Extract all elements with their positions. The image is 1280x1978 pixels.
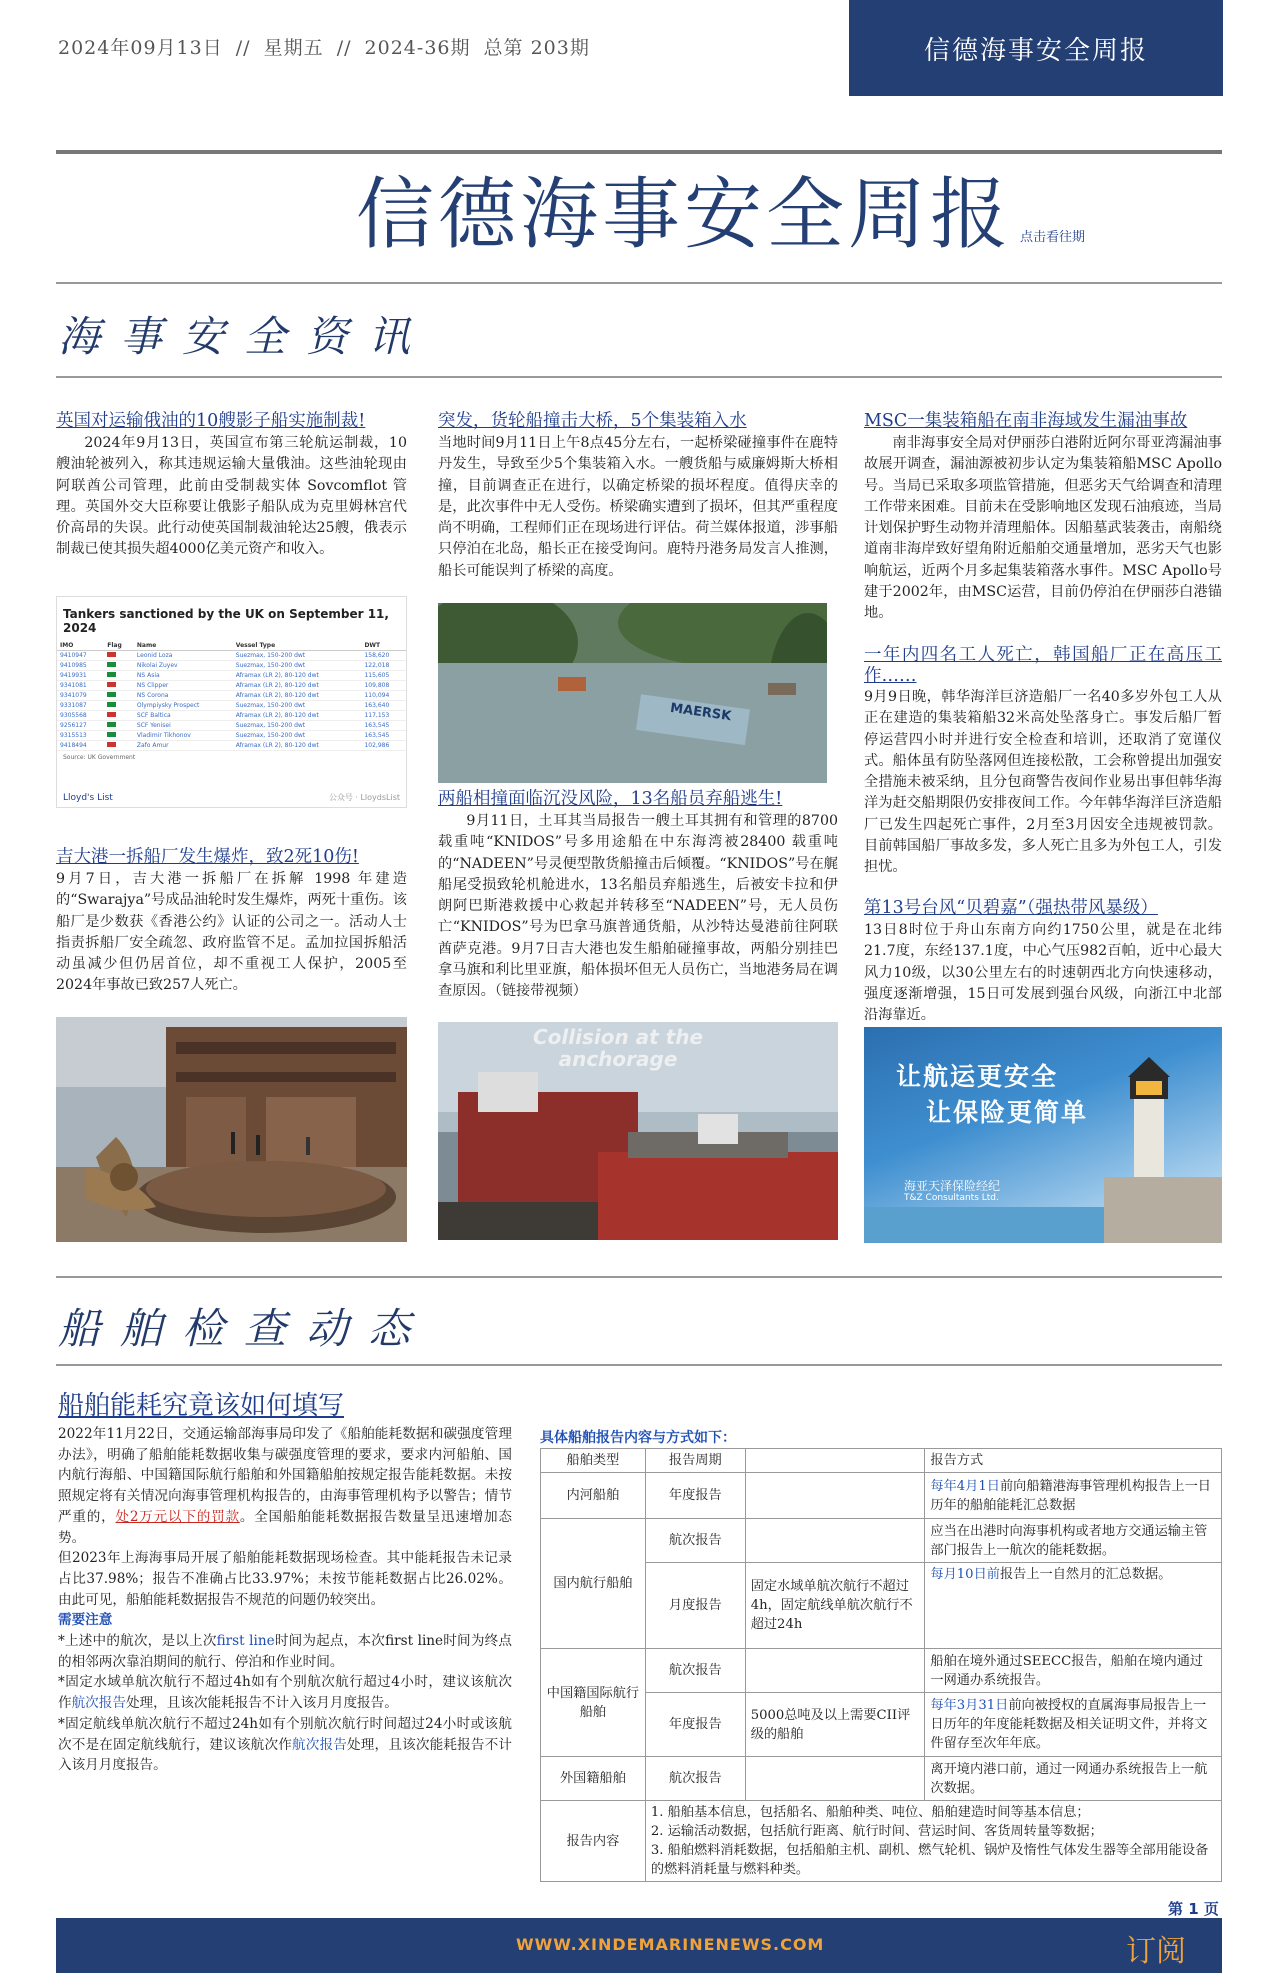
tanker-cell: Aframax (LR 2), 80-120 dwt [233,681,362,691]
article-body: 9月11日，土耳其当局报告一艘土耳其拥有和管理的8700载重吨“KNIDOS”号多用途船在中东海湾被28400 载重吨的“NADEEN”号灵便型散货船撞击后倾覆。“KNIDOS”号在艉船尾受损致轮机舱进水，13名船员弃船逃生，后被安卡拉和伊朗阿巴斯港救援中心救起并转移至“NADEEN”号，无人员伤亡“KNIDOS”号为巴拿马旗普通货船，从沙特达曼港前往阿联酋萨克港。9月7日吉大港也发生船舶碰撞事故，两船分别挂巴拿马旗和利比里亚旗，船体损坏但无人员伤亡，当地港务局在调查原因。（链接带视频） [438,813,838,1000]
image-source: Source: UK Government [63,754,136,761]
article-bridge-collision [438,410,838,582]
ad-line-2: 让保险更简单 [926,1098,1089,1127]
note-heading: 需要注意 [58,1612,113,1629]
watermark: 公众号 · LloydsList [328,793,400,802]
flag-icon [104,661,134,671]
tanker-cell: 9410985 [57,661,104,671]
insurance-ad[interactable] [864,1027,1222,1243]
tanker-cell: NS Clipper [134,681,233,691]
tanker-cell: Aframax (LR 2), 80-120 dwt [233,671,362,681]
tanker-cell: Aframax (LR 2), 80-120 dwt [233,691,362,701]
article-body: 南非海事安全局对伊丽莎白港附近阿尔哥亚湾漏油事故展开调查，漏油源被初步认定为集装箱船MSC Apollo号。当局已采取多项监管措施，但恶劣天气给调查和清理工作带来困难。目前未在受影响地区发现石油痕迹，当局计划保护野生动物并清理船体。因船墓武装袭击，南船绕道南非海岸致好望角附近船舶交通量增加，恶劣天气也影响航运，近两个月多起集装箱落水事件。MSC Apollo号建于2002年，由MSC运营，目前仍停泊在伊丽莎白港锚地。 [864,435,1222,622]
website-link[interactable]: WWW.XINDEMARINENEWS.COM [516,1935,825,1954]
tanker-cell: 110,094 [361,691,406,701]
tanker-cell: NS Corona [134,691,233,701]
article-title-link[interactable]: 两船相撞面临沉没风险，13名船员弃船逃生! [438,789,783,809]
energy-para-2: 但2023年上海海事局开展了船舶能耗数据现场检查。其中能耗报告未记录占比37.98%；报告不准确占比33.97%；未按节能耗数据占比26.02%。由此可见，船舶能耗数据报告不规范的问题仍较突出。 [58,1550,512,1608]
divider [56,1276,1222,1278]
tanker-cell: Olympiysky Prospect [134,701,233,711]
article-ship-breaking [56,846,407,997]
tanker-cell: 9418494 [57,741,104,751]
tanker-row [57,741,406,751]
collision-video-still[interactable] [438,1022,838,1240]
issue-number: 2024-36期 [364,37,471,59]
tanker-cell: 163,640 [361,701,406,711]
tanker-cell: 117,153 [361,711,406,721]
tanker-row [57,711,406,721]
energy-article [58,1388,512,1776]
th-type: 船舶类型 [541,1449,646,1473]
article-uk-sanctions [56,410,407,561]
issue-date: 2024年09月13日 [58,37,223,59]
tanker-cell: SCF Baltica [134,711,233,721]
tanker-cell: 122,018 [361,661,406,671]
tanker-cell: 9410947 [57,651,104,661]
container-label: MAERSK [669,700,733,725]
article-body: 9月9日晚，韩华海洋巨济造船厂一名40多岁外包工人从正在建造的集装箱船32米高处坠落身亡。事发后船厂暂停运营四小时并进行安全检查和培训，还取消了宽谨仪式。船体虽有防坠落网但连接松散，工会称曾提出加强安全措施未被采纳，且分包商警告夜间作业易出事但韩华海洋为赶交船期限仍安排夜间工作。今年韩华海洋巨济造船厂已发生四起死亡事件，2月至3月因安全违规被罚款。目前韩国船厂事故多发，多人死亡且多为外包工人，引发担忧。 [864,689,1222,876]
flag-icon [104,711,134,721]
article-body: 9月7日，吉大港一拆船厂在拆解 1998 年建造的“Swarajya”号成品油轮时发生爆炸，两死十重伤。该船厂是少数获《香港公约》认证的公司之一。活动人士指责拆船厂安全疏忽、政府监管不足。孟加拉国拆船活动虽减少但仍居首位，却不重视工人保护，2005至2024年事故已致257人死亡。 [56,871,407,994]
issue-info: 2024年09月13日 // 星期五 // 2024-36期 总第 203期 [58,37,590,59]
archive-link[interactable]: 点击看往期 [1020,230,1086,245]
note-3: *固定航线单航次航行不超过24h如有个别航次航行时间超过24小时或该航次不是在固定航线航行，建议该航次作航次报告处理，且该次能耗报告不计入该月月度报告。 [58,1715,513,1774]
note-2: *固定水域单航次航行不超过4h如有个别航次航行超过4小时，建议该航次作航次报告处理，且该次能耗报告不计入该月月度报告。 [58,1674,512,1712]
flag-icon [104,671,134,681]
shipbreaking-photo [56,1017,407,1242]
tanker-col-header: Vessel Type [233,641,362,651]
tanker-cell: Suezmax, 150-200 dwt [233,701,362,711]
tanker-row [57,721,406,731]
fine-highlight: 处2万元以下的罚款 [115,1508,240,1525]
article-body: 13日8时位于舟山东南方向约1750公里，就是在北纬21.7度，东经137.1度，中心气压982百帕，近中心最大风力10级，以30公里左右的时速朝西北方向快速移动，强度逐渐增强，15日可发展到强台风级，向浙江中北部沿海靠近。 [864,922,1222,1024]
tanker-row [57,731,406,741]
tanker-row [57,701,406,711]
energy-title-link[interactable]: 船舶能耗究竟该如何填写 [58,1391,345,1421]
tanker-cell: Aframax (LR 2), 80-120 dwt [233,741,362,751]
tanker-row [57,671,406,681]
tanker-col-header: IMO [57,641,104,651]
tanker-col-header: Flag [104,641,134,651]
tanker-cell: SCF Yenisei [134,721,233,731]
ad-line-1: 让航运更安全 [896,1062,1059,1091]
issue-weekday: 星期五 [263,37,324,59]
tanker-cell: NS Asia [134,671,233,681]
article-body: 2024年9月13日，英国宣布第三轮航运制裁，10 艘油轮被列入，称其违规运输大量俄油。这些油轮现由阿联酋公司管理，此前由受制裁实体 Sovcomflot 管理。英国外交大臣称要让俄影子船队成为克里姆林宫代价高昂的失误。此行动使英国制裁油轮达25艘，俄表示制裁已使其损失超4000亿美元资产和收入。 [56,435,407,558]
tanker-cell: 115,605 [361,671,406,681]
tanker-cell: Zafo Amur [134,741,233,751]
tanker-table [57,641,406,751]
article-body: 当地时间9月11日上午8点45分左右，一起桥梁碰撞事件在鹿特丹发生，导致至少5个集装箱入水。一艘货船与威廉姆斯大桥相撞，目前调查正在进行，以确定桥梁的损坏程度。值得庆幸的是，此次事件中无人受伤。桥梁确实遭到了损坏，但其严重程度尚不明确，工程师们正在现场进行评估。荷兰媒体报道，涉事船只停泊在北岛，船长正在接受询问。鹿特丹港务局发言人推测，船长可能误判了桥梁的高度。 [438,435,838,579]
article-title-link[interactable]: MSC一集装箱船在南非海域发生漏油事故 [864,411,1188,431]
video-caption: Collision at the anchorage [532,1025,704,1071]
article-typhoon [864,897,1222,1026]
issue-total: 总第 203期 [483,37,590,59]
tanker-table-image [56,596,407,808]
tanker-cell: Nikolai Zuyev [134,661,233,671]
note-1: *上述中的航次，是以上次first line时间为起点，本次first line时间为终点的相邻两次靠泊期间的航行、停泊和作业时间。 [58,1633,513,1670]
tanker-row [57,651,406,661]
page-number: 第 1 页 [1168,1900,1219,1918]
article-title-link[interactable]: 一年内四名工人死亡，韩国船厂正在高压工作…… [864,645,1222,686]
tanker-cell: Aframax (LR 2), 80-120 dwt [233,711,362,721]
flag-icon [104,741,134,751]
image-title: Tankers sanctioned by the UK on September 11, 2024 [63,607,389,635]
section-title-news: 海事安全资讯 [58,312,431,361]
masthead-title: 信德海事安全周报 [356,170,1013,260]
tanker-cell: 158,620 [361,651,406,661]
flag-icon [104,721,134,731]
tanker-cell: 163,545 [361,731,406,741]
tanker-cell: 9341079 [57,691,104,701]
energy-para-1: 2022年11月22日，交通运输部海事局印发了《船舶能耗数据和碳强度管理办法》，明确了船舶能耗数据收集与碳强度管理的要求，要求内河船舶、国内航行海船、中国籍国际航行船舶和外国籍船舶按规定报告能耗数据。未按照规定将有关情况向海事管理机构报告的，由海事管理机构予以警告；情节严重的，处2万元以下的罚款。全国船舶能耗数据报告数量呈迅速增加态势。 [58,1426,513,1546]
tanker-row [57,681,406,691]
flag-icon [104,731,134,741]
tanker-cell: 9331087 [57,701,104,711]
tanker-cell: Suezmax, 150-200 dwt [233,651,362,661]
th-method: 报告方式 [925,1449,1222,1473]
container-water-photo [438,603,827,783]
flag-icon [104,691,134,701]
divider [56,282,1222,284]
article-title-link[interactable]: 突发，货轮船撞击大桥，5个集装箱入水 [438,411,747,431]
tanker-cell: 9256127 [57,721,104,731]
ad-company-en: T&Z Consultants Ltd. [904,1193,999,1203]
article-korea-shipyard [864,645,1222,879]
tanker-cell: Leonid Loza [134,651,233,661]
article-title-link[interactable]: 第13号台风“贝碧嘉”（强热带风暴级） [864,898,1158,918]
tanker-cell: 102,986 [361,741,406,751]
divider [56,1364,1222,1366]
tanker-cell: 9315513 [57,731,104,741]
tanker-cell: Vladimir Tikhonov [134,731,233,741]
lloyds-logo: Lloyd's List [63,793,113,803]
tanker-cell: 9341081 [57,681,104,691]
subscribe-button[interactable]: 订阅 [1126,1934,1186,1969]
article-msc-spill [864,410,1222,625]
tanker-cell: 9305568 [57,711,104,721]
tanker-col-header: Name [134,641,233,651]
tanker-cell: Suezmax, 150-200 dwt [233,731,362,741]
flag-icon [104,651,134,661]
flag-icon [104,701,134,711]
article-title-link[interactable]: 吉大港一拆船厂发生爆炸，致2死10伤! [56,847,359,867]
footer-bar [56,1918,1222,1973]
brand-box: 信德海事安全周报 [849,0,1223,96]
th-period: 报告周期 [645,1449,745,1473]
section-title-inspection: 船舶检查动态 [58,1304,431,1353]
flag-icon [104,681,134,691]
tanker-col-header: DWT [361,641,406,651]
tanker-cell: 109,808 [361,681,406,691]
tanker-cell: Suezmax, 150-200 dwt [233,661,362,671]
tanker-row [57,661,406,671]
tanker-cell: 163,545 [361,721,406,731]
tanker-cell: Suezmax, 150-200 dwt [233,721,362,731]
report-table-title: 具体船舶报告内容与方式如下： [540,1430,736,1446]
tanker-cell: 9419931 [57,671,104,681]
report-table: 船舶类型 报告周期 报告方式 内河船舶 年度报告 每年4月1日前向船籍港海事管理机构报告上一日历年的船舶能耗汇总数据 国内航行船舶 航次报告 应当在出港时向海事机构或者地方交通运输主管部门报告上一航次的能耗数据。 月度报告 固定水域单航次航行不超过4h，固定航线单航次航行不超过24h 每月10日前报告上一自然月的汇总数据。 中国籍国际航行船舶 航次报告 船舶在境外通过SEECC报告，船舶在境内通过一网通办系统报告。 年度报告 5000总吨及以上需要CII评级的船舶 每年3月31日前向被授权的直属海事局报告上一日历年的年度能耗数据及相关证明文件，并将文件留存至次年年底。 外国籍船舶 航次报告 离开境内港口前，通过一网通办系统报告上一航次数据。 报告内容 1. 船舶基本信息，包括船名、船舶种类、吨位、船舶建造时间等基本信息； 2. 运输活动数据，包括航行距离、航行时间、营运时间、客货周转量等数据； 3. 船舶燃料消耗数据，包括船舶主机、副机、燃气轮机、锅炉及惰性气体发生器等全部用能设备的燃料消耗量与燃料种类。 [540,1448,1222,1882]
article-knidos-collision [438,788,838,1003]
divider [56,376,1222,378]
article-title-link[interactable]: 英国对运输俄油的10艘影子船实施制裁! [56,411,366,431]
tanker-row [57,691,406,701]
ad-company: 海亚天泽保险经纪 [904,1179,1001,1193]
